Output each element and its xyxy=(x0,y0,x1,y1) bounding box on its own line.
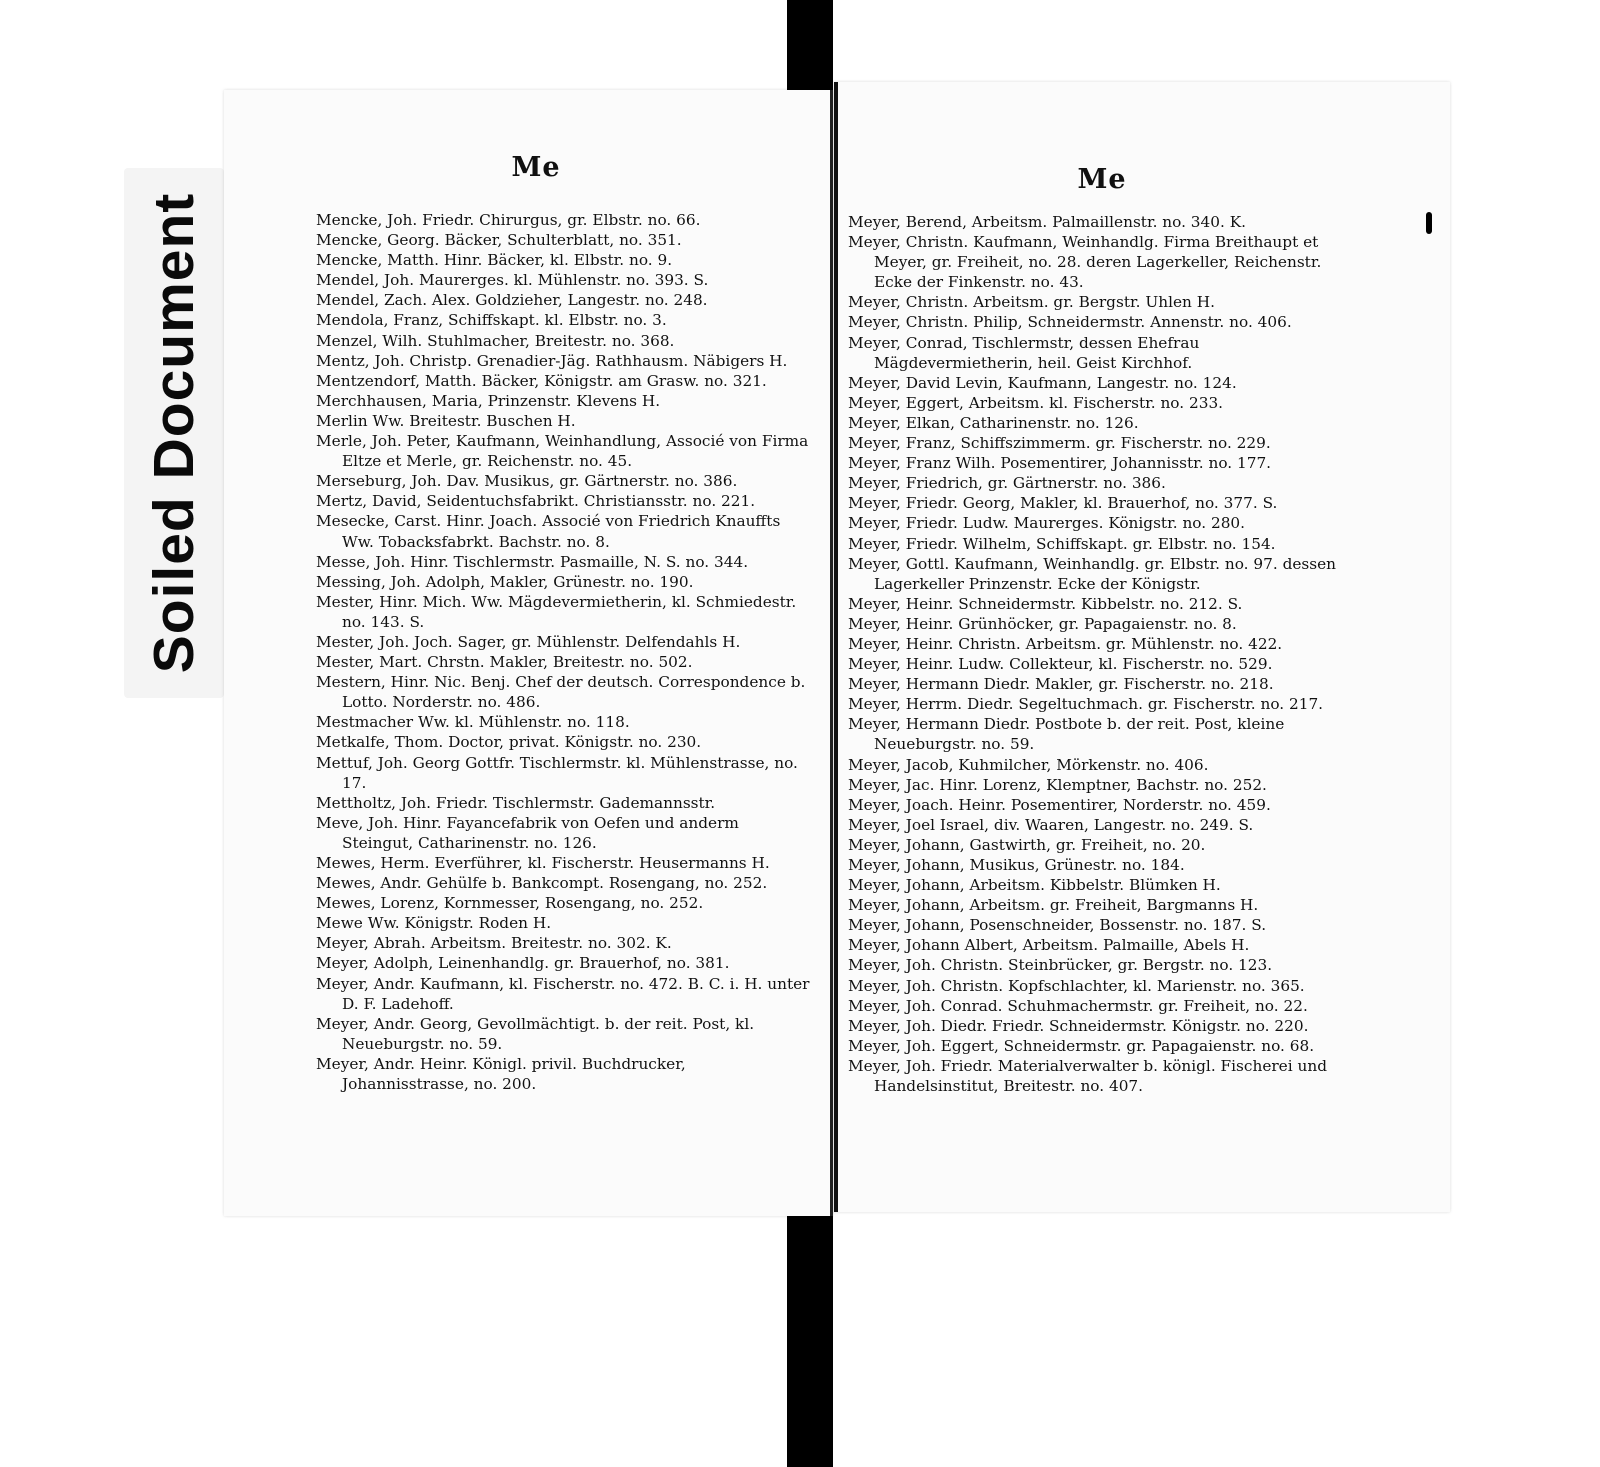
directory-entry: Meyer, Johann, Arbeitsm. Kibbelstr. Blümken H. xyxy=(848,876,1221,895)
directory-entry: Mewe Ww. Königstr. Roden H. xyxy=(316,914,552,933)
directory-entry: Meyer, Conrad, Tischlermstr, dessen Ehefrau Mägdevermietherin, heil. Geist Kirchhof. xyxy=(848,333,1200,372)
directory-entry: Meyer, Jac. Hinr. Lorenz, Klemptner, Bachstr. no. 252. xyxy=(848,775,1267,794)
directory-entry: Meyer, Johann, Gastwirth, gr. Freiheit, no. 20. xyxy=(848,835,1206,854)
binding-tape-top xyxy=(787,0,833,90)
directory-entry: Meyer, Friedrich, gr. Gärtnerstr. no. 386. xyxy=(848,474,1166,493)
directory-entry: Mentz, Joh. Christp. Grenadier-Jäg. Rathhausm. Näbigers H. xyxy=(316,351,788,370)
directory-entry: Meyer, Gottl. Kaufmann, Weinhandlg. gr. Elbstr. no. 97. dessen Lagerkeller Prinzenstr. Ecke der Königstr. xyxy=(848,554,1337,593)
directory-entry: Merchhausen, Maria, Prinzenstr. Klevens H. xyxy=(316,391,661,410)
directory-entry: Meyer, Jacob, Kuhmilcher, Mörkenstr. no. 406. xyxy=(848,755,1209,774)
directory-entry: Meyer, Johann, Arbeitsm. gr. Freiheit, Bargmanns H. xyxy=(848,896,1259,915)
directory-entry: Meyer, Heinr. Christn. Arbeitsm. gr. Mühlenstr. no. 422. xyxy=(848,634,1283,653)
directory-entry: Mendel, Joh. Maurerges. kl. Mühlenstr. no. 393. S. xyxy=(316,271,709,290)
directory-entry: Meyer, Hermann Diedr. Postbote b. der reit. Post, kleine Neueburgstr. no. 59. xyxy=(848,715,1285,754)
left-page xyxy=(224,90,833,1216)
directory-entry: Meyer, Friedr. Ludw. Maurerges. Königstr. no. 280. xyxy=(848,514,1246,533)
left-page-heading: Me xyxy=(511,152,561,183)
ink-mark xyxy=(1426,212,1432,234)
soiled-document-stamp: Soiled Document xyxy=(142,192,206,674)
directory-entry: Meyer, Joh. Friedr. Materialverwalter b. königl. Fischerei und Handelsinstitut, Breitestr. no. 407. xyxy=(848,1056,1327,1096)
right-entry-list xyxy=(848,212,1344,1096)
directory-entry: Meyer, Heinr. Schneidermstr. Kibbelstr. no. 212. S. xyxy=(848,594,1243,613)
directory-entry: Mencke, Georg. Bäcker, Schulterblatt, no. 351. xyxy=(316,231,682,250)
left-entry-list xyxy=(316,210,810,1094)
directory-entry: Meyer, Elkan, Catharinenstr. no. 126. xyxy=(848,413,1139,432)
directory-entry: Mester, Joh. Joch. Sager, gr. Mühlenstr. Delfendahls H. xyxy=(316,632,741,651)
directory-entry: Meyer, Christn. Philip, Schneidermstr. Annenstr. no. 406. xyxy=(848,313,1292,332)
directory-entry: Mencke, Joh. Friedr. Chirurgus, gr. Elbstr. no. 66. xyxy=(316,211,701,229)
directory-entry: Mewes, Andr. Gehülfe b. Bankcompt. Rosengang, no. 252. xyxy=(316,874,768,893)
directory-entry: Meyer, Abrah. Arbeitsm. Breitestr. no. 302. K. xyxy=(316,934,672,953)
directory-entry: Meyer, Joh. Christn. Steinbrücker, gr. Bergstr. no. 123. xyxy=(848,956,1273,975)
directory-entry: Mettholtz, Joh. Friedr. Tischlermstr. Gademannsstr. xyxy=(316,793,716,812)
directory-entry: Meyer, Christn. Arbeitsm. gr. Bergstr. Uhlen H. xyxy=(848,293,1215,312)
directory-entry: Mendola, Franz, Schiffskapt. kl. Elbstr. no. 3. xyxy=(316,311,667,330)
directory-entry: Mester, Mart. Chrstn. Makler, Breitestr. no. 502. xyxy=(316,653,693,672)
directory-entry: Mestmacher Ww. kl. Mühlenstr. no. 118. xyxy=(316,713,630,732)
directory-entry: Meyer, Heinr. Grünhöcker, gr. Papagaienstr. no. 8. xyxy=(848,614,1237,633)
directory-entry: Meyer, Johann, Musikus, Grünestr. no. 184. xyxy=(848,856,1185,874)
directory-entry: Meyer, Friedr. Georg, Makler, kl. Brauerhof, no. 377. S. xyxy=(848,494,1278,513)
directory-entry: Menzel, Wilh. Stuhlmacher, Breitestr. no. 368. xyxy=(316,331,675,350)
directory-entry: Messing, Joh. Adolph, Makler, Grünestr. no. 190. xyxy=(316,572,694,591)
directory-entry: Meyer, Friedr. Wilhelm, Schiffskapt. gr. Elbstr. no. 154. xyxy=(848,534,1276,553)
directory-entry: Mestern, Hinr. Nic. Benj. Chef der deutsch. Correspondence b. Lotto. Norderstr. no. 486. xyxy=(316,673,806,712)
directory-entry: Meyer, Johann, Posenschneider, Bossenstr. no. 187. S. xyxy=(848,916,1267,935)
directory-entry: Merlin Ww. Breitestr. Buschen H. xyxy=(316,411,576,430)
directory-entry: Meyer, Herrm. Diedr. Segeltuchmach. gr. Fischerstr. no. 217. xyxy=(848,695,1324,714)
directory-entry: Meyer, Joel Israel, div. Waaren, Langestr. no. 249. S. xyxy=(848,815,1254,834)
directory-entry: Merseburg, Joh. Dav. Musikus, gr. Gärtnerstr. no. 386. xyxy=(316,472,738,491)
directory-entry: Mentzendorf, Matth. Bäcker, Königstr. am Grasw. no. 321. xyxy=(316,371,767,390)
directory-entry: Meyer, Franz, Schiffszimmerm. gr. Fischerstr. no. 229. xyxy=(848,434,1271,453)
right-page-heading: Me xyxy=(1077,164,1127,195)
directory-entry: Mendel, Zach. Alex. Goldzieher, Langestr. no. 248. xyxy=(316,291,708,310)
directory-entry: Meyer, Andr. Kaufmann, kl. Fischerstr. no. 472. B. C. i. H. unter D. F. Ladehoff. xyxy=(316,974,810,1013)
directory-entry: Meyer, Johann Albert, Arbeitsm. Palmaille, Abels H. xyxy=(848,936,1250,955)
directory-entry: Metkalfe, Thom. Doctor, privat. Königstr. no. 230. xyxy=(316,733,702,752)
directory-entry: Meyer, Heinr. Ludw. Collekteur, kl. Fischerstr. no. 529. xyxy=(848,655,1273,674)
directory-entry: Meve, Joh. Hinr. Fayancefabrik von Oefen und anderm Steingut, Catharinenstr. no. 126. xyxy=(316,813,739,852)
directory-entry: Meyer, Joh. Conrad. Schuhmachermstr. gr. Freiheit, no. 22. xyxy=(848,996,1308,1015)
directory-entry: Meyer, Eggert, Arbeitsm. kl. Fischerstr. no. 233. xyxy=(848,393,1224,412)
directory-entry: Mewes, Herm. Everführer, kl. Fischerstr. Heusermanns H. xyxy=(316,854,770,872)
directory-entry: Mesecke, Carst. Hinr. Joach. Associé von Friedrich Knauffts Ww. Tobacksfabrkt. Bachstr. no. 8. xyxy=(316,512,781,551)
right-page xyxy=(834,82,1450,1212)
directory-entry: Mewes, Lorenz, Kornmesser, Rosengang, no. 252. xyxy=(316,894,704,913)
directory-entry: Meyer, Berend, Arbeitsm. Palmaillenstr. no. 340. K. xyxy=(848,213,1247,231)
directory-entry: Messe, Joh. Hinr. Tischlermstr. Pasmaille, N. S. no. 344. xyxy=(316,552,749,571)
directory-entry: Meyer, Andr. Georg, Gevollmächtigt. b. der reit. Post, kl. Neueburgstr. no. 59. xyxy=(316,1014,755,1053)
directory-entry: Meyer, Joh. Christn. Kopfschlachter, kl. Marienstr. no. 365. xyxy=(848,976,1305,995)
directory-entry: Meyer, David Levin, Kaufmann, Langestr. no. 124. xyxy=(848,373,1237,392)
directory-entry: Meyer, Christn. Kaufmann, Weinhandlg. Firma Breithaupt et Meyer, gr. Freiheit, no. 28. deren Lagerkeller, Reichenstr. Ecke der Finkenstr. no. 43. xyxy=(848,233,1322,292)
directory-entry: Mester, Hinr. Mich. Ww. Mägdevermietherin, kl. Schmiedestr. no. 143. S. xyxy=(316,592,797,631)
binding-tape-bottom xyxy=(787,1216,833,1467)
directory-entry: Meyer, Franz Wilh. Posementirer, Johannisstr. no. 177. xyxy=(848,454,1272,473)
directory-entry: Mertz, David, Seidentuchsfabrikt. Christiansstr. no. 221. xyxy=(316,492,756,511)
directory-entry: Meyer, Joh. Diedr. Friedr. Schneidermstr. Königstr. no. 220. xyxy=(848,1016,1309,1035)
directory-entry: Meyer, Joh. Eggert, Schneidermstr. gr. Papagaienstr. no. 68. xyxy=(848,1036,1315,1055)
directory-entry: Mencke, Matth. Hinr. Bäcker, kl. Elbstr. no. 9. xyxy=(316,251,673,270)
directory-entry: Merle, Joh. Peter, Kaufmann, Weinhandlung, Associé von Firma Eltze et Merle, gr. Reichenstr. no. 45. xyxy=(316,432,809,471)
directory-entry: Meyer, Andr. Heinr. Königl. privil. Buchdrucker, Johannisstrasse, no. 200. xyxy=(316,1054,686,1094)
directory-entry: Meyer, Hermann Diedr. Makler, gr. Fischerstr. no. 218. xyxy=(848,675,1274,694)
directory-entry: Mettuf, Joh. Georg Gottfr. Tischlermstr. kl. Mühlenstrasse, no. 17. xyxy=(316,753,798,792)
directory-entry: Meyer, Adolph, Leinenhandlg. gr. Brauerhof, no. 381. xyxy=(316,954,730,973)
directory-entry: Meyer, Joach. Heinr. Posementirer, Norderstr. no. 459. xyxy=(848,795,1271,814)
